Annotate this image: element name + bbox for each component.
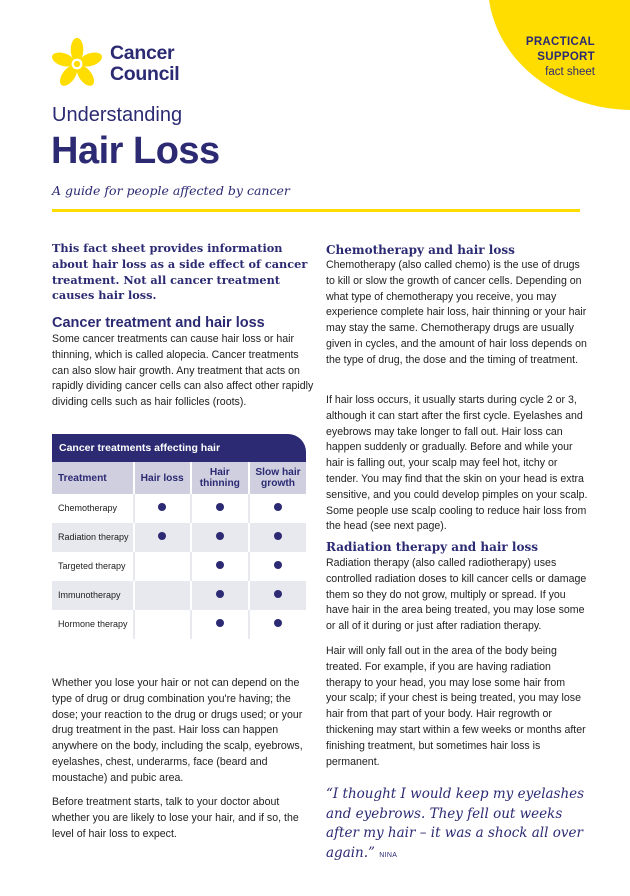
mark-cell	[191, 523, 249, 552]
patient-quote	[326, 785, 588, 865]
radiation-paragraph-1: Radiation therapy (also called radiotherapy) uses controlled radiation doses to kill cancer cells or damage them so they do not grow, multiply or spread. If you have hair in the area being treated, you may lose some or all of it during or just after radiation therapy.	[326, 557, 587, 633]
mark-cell	[134, 581, 191, 610]
pre-title: Understanding	[52, 104, 183, 126]
bullet-dot-icon	[216, 590, 224, 598]
treatment-paragraph: Some cancer treatments can cause hair loss or hair thinning, which is called alopecia. Cancer treatments can also slow hair growth. Any treatment that acts on rapidly dividing cancer cells can also affect other rapidly dividing cells such as hair follicles (roots).	[52, 333, 314, 409]
before-treatment-paragraph: Before treatment starts, talk to your doctor about whether you are likely to lose your hair, and if so, the level of hair loss to expect.	[52, 796, 299, 840]
logo-word-2: Council	[110, 63, 180, 85]
intro-text: This fact sheet provides information about hair loss as a side effect of cancer treatment. Not all cancer treatment causes hair loss.	[52, 241, 308, 303]
row-name: Immunotherapy	[52, 581, 134, 610]
bullet-dot-icon	[216, 532, 224, 540]
bullet-dot-icon	[158, 503, 166, 511]
mark-cell	[249, 581, 306, 610]
bullet-dot-icon	[216, 561, 224, 569]
mark-cell	[134, 610, 191, 639]
bullet-dot-icon	[274, 619, 282, 627]
mark-cell	[191, 610, 249, 639]
bullet-dot-icon	[158, 532, 166, 540]
title-divider	[52, 209, 580, 212]
row-name: Targeted therapy	[52, 552, 134, 581]
badge-line-1: PRACTICAL	[525, 36, 595, 48]
header-hair-loss: Hair loss	[134, 462, 191, 494]
mark-cell	[134, 494, 191, 523]
logo-word-1: Cancer	[110, 42, 175, 64]
mark-cell	[134, 552, 191, 581]
bullet-dot-icon	[274, 503, 282, 511]
mark-cell	[134, 523, 191, 552]
chemo-heading: Chemotherapy and hair loss	[326, 243, 515, 257]
page-subtitle: A guide for people affected by cancer	[52, 183, 290, 198]
mark-cell	[249, 552, 306, 581]
table-header-row	[52, 462, 306, 494]
fact-sheet-badge	[526, 35, 595, 80]
badge-line-2: SUPPORT	[537, 51, 595, 63]
badge-line-3: fact sheet	[545, 66, 595, 78]
mark-cell	[191, 552, 249, 581]
bullet-dot-icon	[274, 532, 282, 540]
table-row	[52, 610, 306, 639]
quote-attribution: NINA	[379, 851, 398, 859]
row-name: Hormone therapy	[52, 610, 134, 639]
page-title: Hair Loss	[51, 130, 220, 172]
radiation-heading: Radiation therapy and hair loss	[326, 540, 538, 554]
mark-cell	[249, 494, 306, 523]
mark-cell	[191, 494, 249, 523]
row-name: Chemotherapy	[52, 494, 134, 523]
drug-factors-paragraph: Whether you lose your hair or not can depend on the type of drug or drug combination you're having; the dose; your reaction to the drug or drugs used; or your drug treatment in the past. Hair loss can happen anywhere on the body, including the scalp, eyebrows, eyelashes, chest, underarms, face (beard and moustache) and pubic area.	[52, 677, 303, 784]
bullet-dot-icon	[216, 503, 224, 511]
table-row	[52, 581, 306, 610]
header-hair-thinning: Hair thinning	[191, 462, 249, 494]
treatments-table	[52, 434, 306, 639]
table-row	[52, 494, 306, 523]
header-slow-growth: Slow hair growth	[249, 462, 306, 494]
table-row	[52, 552, 306, 581]
section-heading-treatment: Cancer treatment and hair loss	[52, 315, 265, 331]
bullet-dot-icon	[274, 590, 282, 598]
cancer-council-logo	[50, 37, 179, 91]
mark-cell	[191, 581, 249, 610]
bullet-dot-icon	[274, 561, 282, 569]
bullet-dot-icon	[216, 619, 224, 627]
chemo-paragraph-1: Chemotherapy (also called chemo) is the use of drugs to kill or slow the growth of cancer cells. Depending on what type of chemotherapy you receive, you may experience complete hair loss, hair thinning or your hair may stay the same. Chemotherapy drugs are usually given in cycles, and the amount of hair loss depends on the type of drug, the dose and the timing of treatment.	[326, 259, 587, 366]
radiation-paragraph-2: Hair will only fall out in the area of the body being treated. For example, if you are having radiation therapy to your head, you may lose some hair from your scalp; if your chest is being treated, you may lose hair from that part of your body. Hair regrowth or thickening may start within a few weeks or months after finishing treatment, but sometimes hair loss is permanent.	[326, 645, 586, 768]
header-treatment: Treatment	[52, 462, 134, 494]
quote-text: “I thought I would keep my eyelashes and eyebrows. They fell out weeks after my hair – it was a shock all over again.”	[326, 786, 585, 861]
table-title: Cancer treatments affecting hair	[52, 434, 306, 462]
daffodil-icon	[50, 37, 104, 91]
chemo-paragraph-2: If hair loss occurs, it usually starts during cycle 2 or 3, although it can start after the first cycle. Eyelashes and eyebrows may take longer to fall out. Hair loss can happen suddenly or gradually. Before and while your hair is falling out, your scalp may feel hot, itchy or tender. You may find that the skin on your head is extra sensitive, and you could develop pimples on your scalp. Some people use scalp cooling to reduce hair loss from the head (see next page).	[326, 394, 588, 533]
row-name: Radiation therapy	[52, 523, 134, 552]
mark-cell	[249, 523, 306, 552]
table-row	[52, 523, 306, 552]
mark-cell	[249, 610, 306, 639]
